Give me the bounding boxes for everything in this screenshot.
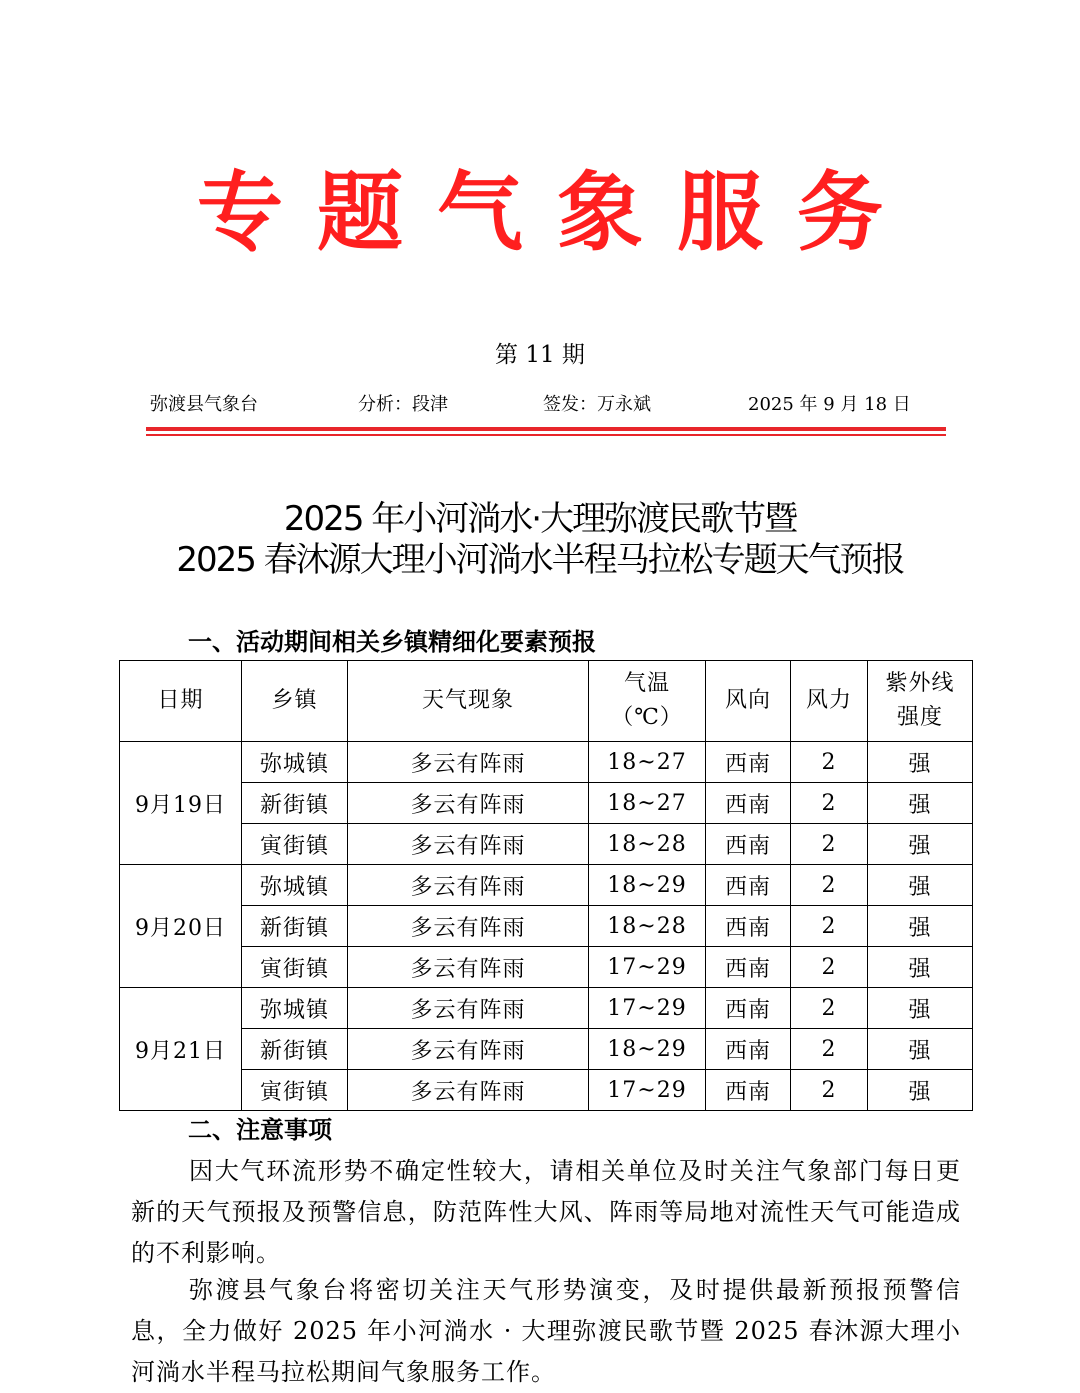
town-cell: 寅街镇: [242, 824, 348, 865]
town-cell: 弥城镇: [242, 742, 348, 783]
town-cell: 新街镇: [242, 783, 348, 824]
wind-force-cell: 2: [791, 865, 868, 906]
issuing-office: 弥渡县气象台: [150, 394, 258, 415]
header-uv: [868, 661, 973, 742]
header-town: 乡镇: [242, 661, 348, 742]
date-cell: 9月21日: [120, 988, 242, 1111]
table-row: [120, 1029, 973, 1070]
section-heading-notes: 二、注意事项: [188, 1116, 332, 1144]
wind-force-cell: 2: [791, 742, 868, 783]
issue-number: 第 11 期: [495, 342, 585, 368]
date-cell: 9月20日: [120, 865, 242, 988]
section-heading-forecast: 一、活动期间相关乡镇精细化要素预报: [188, 628, 596, 656]
header-temperature-label: 气温: [623, 671, 670, 696]
wind-dir-cell: 西南: [706, 947, 791, 988]
header-rule-thin: [146, 434, 946, 436]
uv-cell: 强: [868, 906, 973, 947]
uv-cell: 强: [868, 947, 973, 988]
header-uv-line1: 紫外线: [885, 671, 955, 696]
wind-force-cell: 2: [791, 947, 868, 988]
document-title-line2: 2025 春沐源大理小河淌水半程马拉松专题天气预报: [176, 540, 904, 580]
uv-cell: 强: [868, 1070, 973, 1111]
weather-cell: 多云有阵雨: [348, 1070, 589, 1111]
wind-dir-cell: 西南: [706, 742, 791, 783]
town-cell: 新街镇: [242, 1029, 348, 1070]
temp-cell: 17~29: [589, 988, 706, 1029]
approver: 签发：万永斌: [543, 394, 651, 415]
wind-force-cell: 2: [791, 1070, 868, 1111]
wind-dir-cell: 西南: [706, 1070, 791, 1111]
wind-dir-cell: 西南: [706, 783, 791, 824]
header-wind-force: 风力: [791, 661, 868, 742]
header-rule-thick: [146, 427, 946, 431]
temp-cell: 18~28: [589, 906, 706, 947]
header-weather: 天气现象: [348, 661, 589, 742]
town-cell: 弥城镇: [242, 865, 348, 906]
weather-cell: 多云有阵雨: [348, 865, 589, 906]
forecast-table: [119, 660, 973, 1111]
table-row: [120, 865, 973, 906]
temp-cell: 18~29: [589, 865, 706, 906]
temp-cell: 18~28: [589, 824, 706, 865]
wind-force-cell: 2: [791, 1029, 868, 1070]
table-header-row: [120, 661, 973, 742]
issue-date: 2025 年 9 月 18 日: [748, 394, 911, 415]
uv-cell: 强: [868, 865, 973, 906]
weather-cell: 多云有阵雨: [348, 783, 589, 824]
table-row: [120, 947, 973, 988]
info-bar: [0, 392, 1080, 418]
wind-force-cell: 2: [791, 906, 868, 947]
wind-dir-cell: 西南: [706, 865, 791, 906]
header-wind-direction: 风向: [706, 661, 791, 742]
table-row: [120, 906, 973, 947]
temp-cell: 17~29: [589, 947, 706, 988]
weather-cell: 多云有阵雨: [348, 988, 589, 1029]
temp-cell: 18~27: [589, 783, 706, 824]
uv-cell: 强: [868, 1029, 973, 1070]
uv-cell: 强: [868, 824, 973, 865]
weather-cell: 多云有阵雨: [348, 742, 589, 783]
uv-cell: 强: [868, 742, 973, 783]
table-row: [120, 783, 973, 824]
header-temperature-unit: （℃）: [611, 705, 683, 730]
wind-force-cell: 2: [791, 824, 868, 865]
date-cell: 9月19日: [120, 742, 242, 865]
town-cell: 寅街镇: [242, 1070, 348, 1111]
table-row: [120, 824, 973, 865]
analyst: 分析：段津: [358, 394, 448, 415]
masthead-title: 专题气象服务: [197, 163, 917, 263]
header-uv-line2: 强度: [896, 705, 943, 730]
wind-force-cell: 2: [791, 988, 868, 1029]
town-cell: 新街镇: [242, 906, 348, 947]
uv-cell: 强: [868, 783, 973, 824]
weather-cell: 多云有阵雨: [348, 1029, 589, 1070]
notes-paragraph-2: 弥渡县气象台将密切关注天气形势演变，及时提供最新预报预警信息，全力做好 2025 年小河淌水 · 大理弥渡民歌节暨 2025 春沐源大理小河淌水半程马拉松期间气象服务工作。: [131, 1276, 961, 1386]
table-row: [120, 742, 973, 783]
document-title-line1: 2025 年小河淌水·大理弥渡民歌节暨: [283, 499, 797, 539]
wind-force-cell: 2: [791, 783, 868, 824]
wind-dir-cell: 西南: [706, 906, 791, 947]
temp-cell: 17~29: [589, 1070, 706, 1111]
weather-cell: 多云有阵雨: [348, 906, 589, 947]
town-cell: 弥城镇: [242, 988, 348, 1029]
table-row: [120, 988, 973, 1029]
weather-cell: 多云有阵雨: [348, 824, 589, 865]
temp-cell: 18~29: [589, 1029, 706, 1070]
temp-cell: 18~27: [589, 742, 706, 783]
table-row: [120, 1070, 973, 1111]
wind-dir-cell: 西南: [706, 988, 791, 1029]
wind-dir-cell: 西南: [706, 824, 791, 865]
notes-paragraph-1: 因大气环流形势不确定性较大，请相关单位及时关注气象部门每日更新的天气预报及预警信息，防范阵性大风、阵雨等局地对流性天气可能造成的不利影响。: [131, 1157, 961, 1267]
header-temperature: [589, 661, 706, 742]
wind-dir-cell: 西南: [706, 1029, 791, 1070]
weather-cell: 多云有阵雨: [348, 947, 589, 988]
header-date: 日期: [120, 661, 242, 742]
town-cell: 寅街镇: [242, 947, 348, 988]
uv-cell: 强: [868, 988, 973, 1029]
